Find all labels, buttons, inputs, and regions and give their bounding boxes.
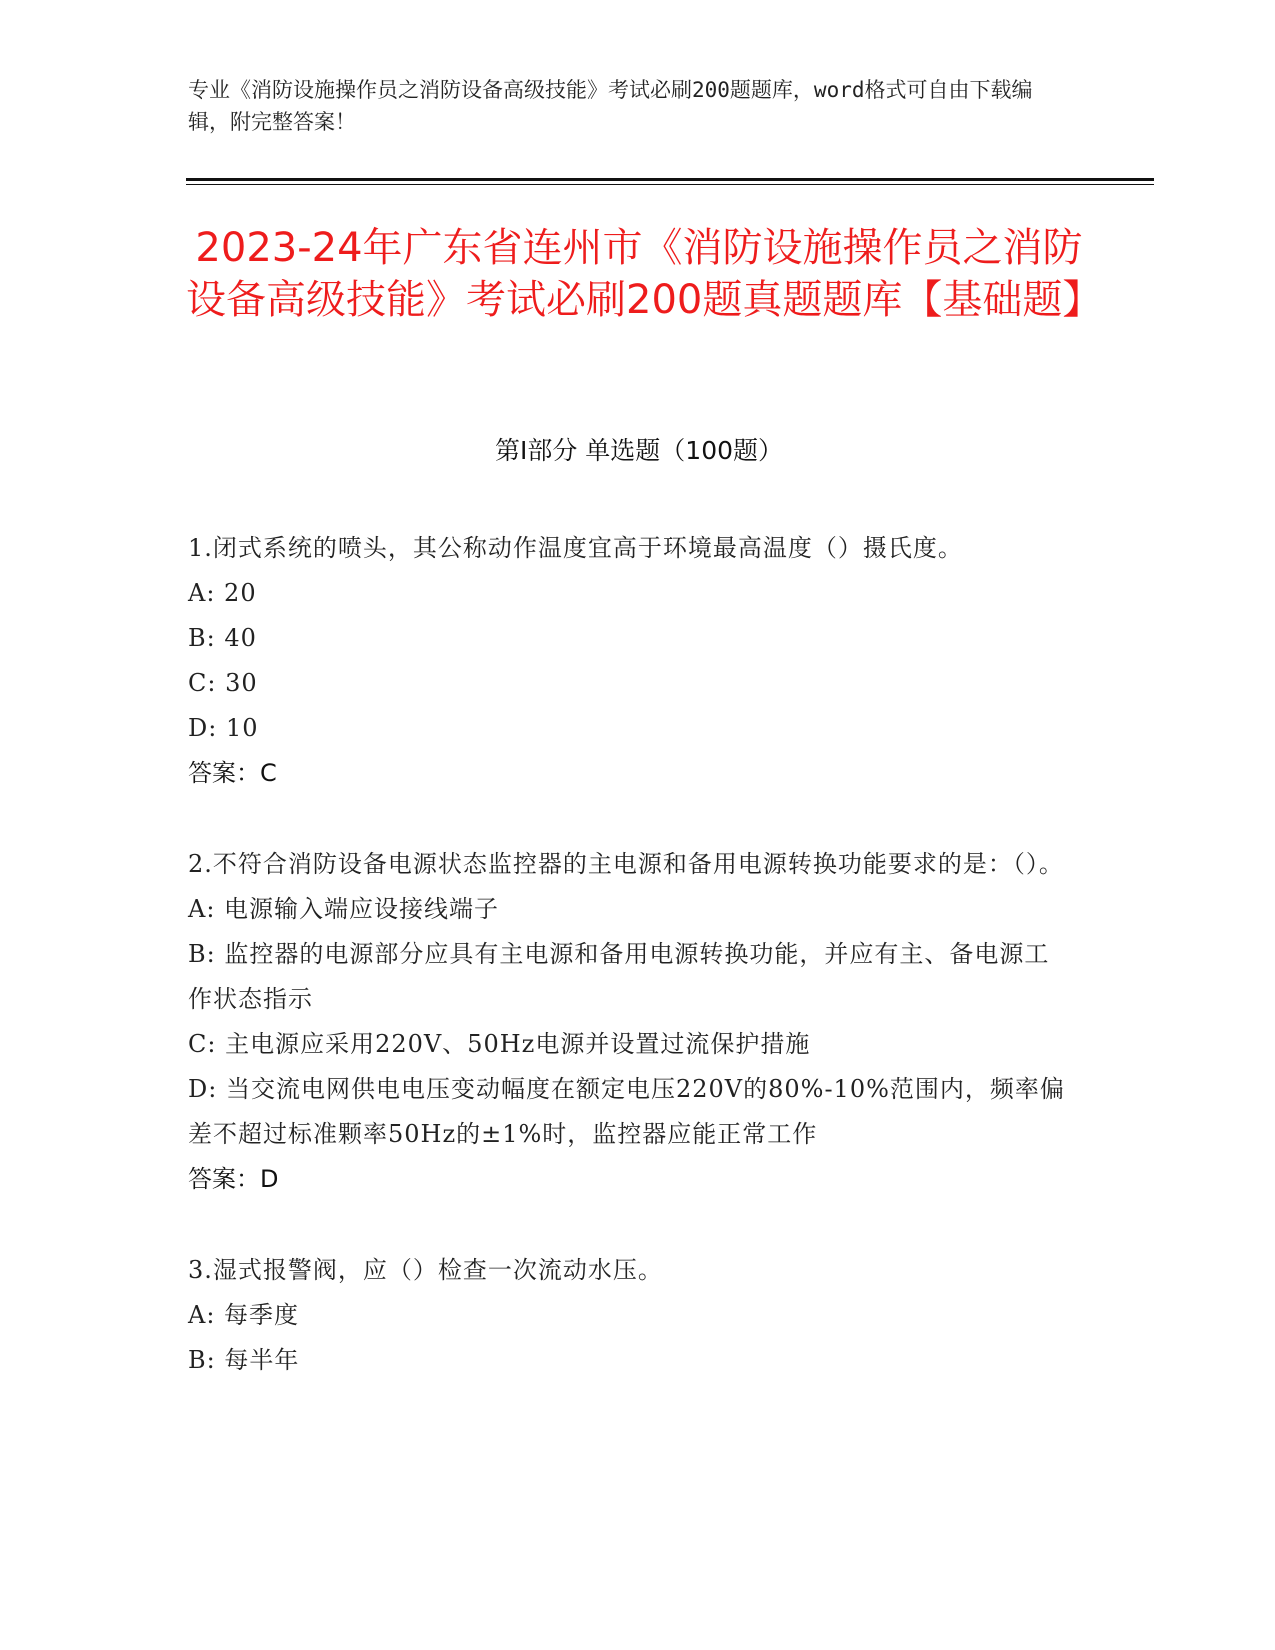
header-note: 专业《消防设施操作员之消防设备高级技能》考试必刷200题题库，word格式可自由下载编辑，附完整答案！ xyxy=(188,78,1033,134)
question-item xyxy=(188,1248,1068,1383)
question-item xyxy=(188,526,1068,796)
header-divider-thin xyxy=(186,184,1154,185)
section-heading: 第I部分 单选题（100题） xyxy=(494,436,784,465)
answer-key: 答案：D xyxy=(188,1165,279,1193)
question-stem: 3.湿式报警阀，应（）检查一次流动水压。 xyxy=(188,1256,663,1284)
answer-option-b: B: 40 xyxy=(188,624,257,652)
document-title: 2023-24年广东省连州市《消防设施操作员之消防设备高级技能》考试必刷200题真题题库【基础题】 xyxy=(186,225,1103,323)
answer-option-b: B: 监控器的电源部分应具有主电源和备用电源转换功能，并应有主、备电源工作状态指示 xyxy=(188,940,1050,1013)
answer-option-d: D: 当交流电网供电电压变动幅度在额定电压220V的80%-10%范围内，频率偏差不超过标准颗率50Hz的±1%时，监控器应能正常工作 xyxy=(188,1075,1065,1148)
answer-option-c: C: 30 xyxy=(188,669,258,697)
question-item xyxy=(188,842,1068,1202)
answer-key: 答案：C xyxy=(188,759,277,787)
question-list xyxy=(188,526,1068,1383)
answer-option-a: A: 每季度 xyxy=(188,1301,300,1329)
answer-option-a: A: 电源输入端应设接线端子 xyxy=(188,895,500,923)
answer-option-d: D: 10 xyxy=(188,714,259,742)
answer-option-c: C: 主电源应采用220V、50Hz电源并设置过流保护措施 xyxy=(188,1030,811,1058)
answer-option-b: B: 每半年 xyxy=(188,1346,300,1374)
question-stem: 1.闭式系统的喷头，其公称动作温度宜高于环境最高温度（）摄氏度。 xyxy=(188,534,963,562)
answer-option-a: A: 20 xyxy=(188,579,257,607)
header-divider-thick xyxy=(186,178,1154,181)
question-stem: 2.不符合消防设备电源状态监控器的主电源和备用电源转换功能要求的是：（）。 xyxy=(188,850,1064,878)
